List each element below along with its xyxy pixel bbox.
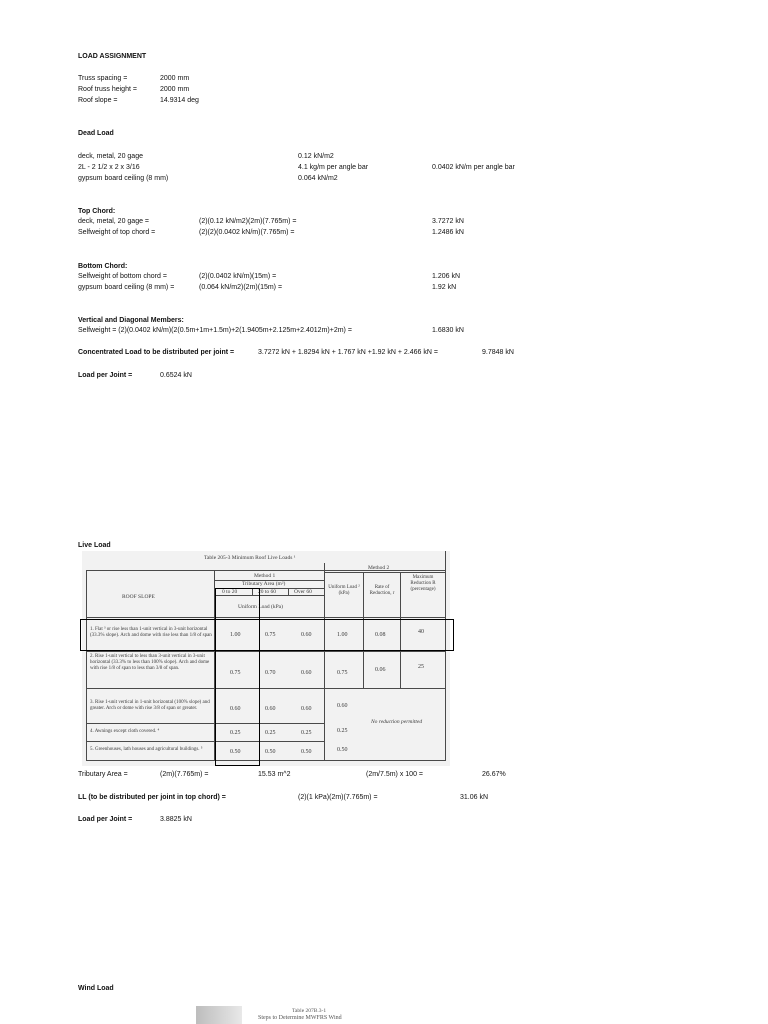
dead-item-value: 0.12 kN/m2	[298, 153, 334, 160]
concentrated-result: 9.7848 kN	[482, 349, 514, 356]
table-cell: 25	[418, 664, 424, 670]
dead-item-value: 0.064 kN/m2	[298, 175, 338, 182]
table-title: Table 205-3 Minimum Roof Live Loads ¹	[204, 555, 296, 561]
vertical-heading: Vertical and Diagonal Members:	[78, 317, 184, 324]
wind-load-heading: Wind Load	[78, 985, 114, 992]
top-chord-result: 1.2486 kN	[432, 229, 464, 236]
table-cell: 0.25	[301, 730, 312, 736]
dead-load-heading: Dead Load	[78, 130, 114, 137]
top-chord-item: deck, metal, 20 gage =	[78, 218, 150, 225]
concentrated-label: Concentrated Load to be distributed per joint =	[78, 349, 235, 356]
tributary-area-formula: (2m)(7.765m) =	[160, 771, 209, 778]
concentrated-formula: 3.7272 kN + 1.8294 kN + 1.767 kN +1.92 kN + 2.466 kN =	[258, 349, 438, 356]
tributary-pct-value: 26.67%	[482, 771, 506, 778]
dead-item-extra: 0.0402 kN/m per angle bar	[432, 164, 515, 171]
table-cell: 0.50	[230, 749, 241, 755]
table-cell: 0.75	[230, 670, 241, 676]
tributary-label: Tributary Area (m²)	[242, 581, 286, 587]
no-reduction-note: No reduction permitted	[371, 719, 423, 725]
ll-formula: (2)(1 kPa)(2m)(7.765m) =	[298, 794, 378, 801]
param-value-slope: 14.9314 deg	[160, 97, 199, 104]
bottom-chord-result: 1.206 kN	[432, 273, 461, 280]
live-load-per-joint-label: Load per Joint =	[78, 816, 133, 823]
table-cell: 0.70	[265, 670, 276, 676]
tributary-area-label: Tributary Area =	[78, 771, 128, 778]
slope-row-desc: 3. Rise 1-unit vertical in 1-unit horizontal (100% slope) and greater. Arch or dome with rise 3/8 of span or greater.	[90, 700, 210, 711]
table-cell: 0.60	[301, 632, 312, 638]
param-label-slope: Roof slope =	[78, 97, 118, 104]
live-load-heading: Live Load	[78, 542, 111, 549]
table-cell: 0.75	[265, 632, 276, 638]
table-cell: 0.50	[265, 749, 276, 755]
col-max-label: Maximum Reduction R (percentage)	[410, 575, 436, 592]
roof-slope-label: ROOF SLOPE	[122, 594, 155, 600]
top-chord-formula: (2)(2)(0.0402 kN/m)(7.765m) =	[199, 229, 295, 236]
range-3: Over 60	[294, 589, 312, 595]
table-cell: 0.25	[265, 730, 276, 736]
bottom-chord-formula: (0.064 kN/m2)(2m)(15m) =	[199, 284, 283, 291]
dead-item-name: gypsum board ceiling (8 mm)	[78, 175, 169, 182]
table-cell: 0.08	[375, 632, 386, 638]
param-value-spacing: 2000 mm	[160, 75, 190, 82]
method2-label: Method 2	[368, 565, 390, 571]
table-cell: 0.25	[337, 728, 348, 734]
table-cell: 0.50	[301, 749, 312, 755]
bottom-chord-heading: Bottom Chord:	[78, 263, 128, 270]
page-title: LOAD ASSIGNMENT	[78, 53, 147, 60]
param-label-height: Roof truss height =	[78, 86, 137, 93]
table-cell: 1.00	[337, 632, 348, 638]
range-1: 0 to 20	[222, 589, 238, 595]
dead-item-name: 2L - 2 1/2 x 2 x 3/16	[78, 164, 140, 171]
param-label-spacing: Truss spacing =	[78, 75, 128, 82]
table-cell: 0.60	[301, 670, 312, 676]
slope-row-desc: 1. Flat ³ or rise less than 1-unit vertical in 3-unit horizontal (33.3% slope). Arch and dome with rise less than 1/8 of span	[90, 627, 212, 638]
bottom-chord-result: 1.92 kN	[432, 284, 457, 291]
slope-row-desc: 2. Rise 1-unit vertical to less than 3-unit vertical in 3-unit horizontal (33.3% to less than 100% slope). Arch and dome with rise 1/8 of span to less than 3/8 of span.	[90, 654, 210, 671]
roof-live-load-table-image	[82, 551, 450, 766]
vertical-formula: Selfweight = (2)(0.0402 kN/m)(2(0.5m+1m+1.5m)+2(1.9405m+2.125m+2.4012m)+2m) =	[78, 327, 352, 334]
table-cell: 1.00	[230, 632, 241, 638]
table-cell: 0.60	[301, 706, 312, 712]
wind-table-image	[196, 1006, 436, 1024]
slope-row-desc: 5. Greenhouses, lath houses and agricultural buildings. ⁵	[90, 747, 203, 752]
slope-row-desc: 4. Awnings except cloth covered. ⁴	[90, 729, 160, 734]
wind-table-subtitle: Steps to Determine MWFRS Wind	[258, 1015, 342, 1021]
uniform-load-label: Uniform Load (kPa)	[238, 604, 283, 610]
dead-item-name: deck, metal, 20 gage	[78, 153, 143, 160]
top-chord-result: 3.7272 kN	[432, 218, 464, 225]
vertical-result: 1.6830 kN	[432, 327, 464, 334]
table-cell: 0.75	[337, 670, 348, 676]
table-cell: 0.60	[230, 706, 241, 712]
tributary-area-value: 15.53 m^2	[258, 771, 291, 778]
range-2: 20 to 60	[258, 589, 277, 595]
tributary-pct-formula: (2m/7.5m) x 100 =	[366, 771, 423, 778]
col-rate-label: Rate of Reduction, r	[369, 585, 395, 596]
method1-label: Method 1	[254, 573, 276, 579]
wind-table-title: Table 207B.3-1	[292, 1008, 327, 1014]
bottom-chord-item: Selfweight of bottom chord =	[78, 273, 167, 280]
bottom-chord-formula: (2)(0.0402 kN/m)(15m) =	[199, 273, 277, 280]
col-uniform-label: Uniform Load ² (kPa)	[328, 585, 360, 596]
table-cell: 0.60	[265, 706, 276, 712]
bottom-chord-item: gypsum board ceiling (8 mm) =	[78, 284, 175, 291]
table-cell: 0.06	[375, 667, 386, 673]
top-chord-formula: (2)(0.12 kN/m2)(2m)(7.765m) =	[199, 218, 297, 225]
top-chord-heading: Top Chord:	[78, 208, 116, 215]
table-cell: 0.50	[337, 747, 348, 753]
top-chord-item: Selfweight of top chord =	[78, 229, 156, 236]
table-cell: 0.60	[337, 703, 348, 709]
load-per-joint-value: 0.6524 kN	[160, 372, 192, 379]
dead-item-value: 4.1 kg/m per angle bar	[298, 164, 369, 171]
table-cell: 40	[418, 629, 424, 635]
ll-result: 31.06 kN	[460, 794, 489, 801]
row-highlight-box	[80, 619, 454, 651]
table-cell: 0.25	[230, 730, 241, 736]
ll-label: LL (to be distributed per joint in top chord) =	[78, 794, 226, 801]
live-load-per-joint-value: 3.8825 kN	[160, 816, 192, 823]
column-highlight-box	[215, 588, 260, 766]
param-value-height: 2000 mm	[160, 86, 190, 93]
load-per-joint-label: Load per Joint =	[78, 372, 133, 379]
